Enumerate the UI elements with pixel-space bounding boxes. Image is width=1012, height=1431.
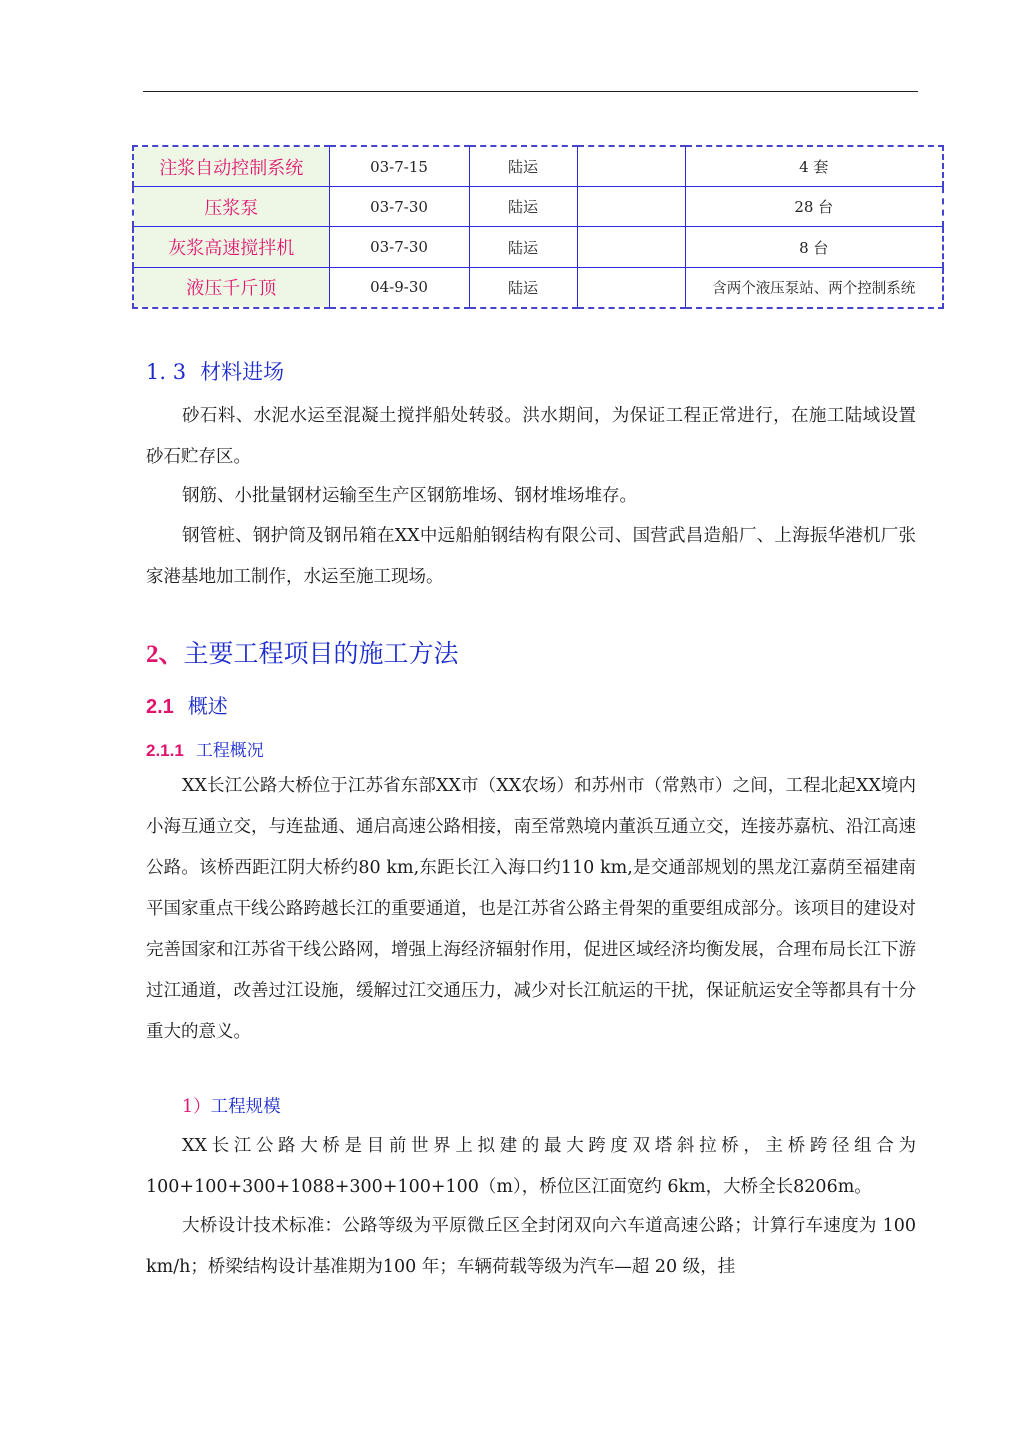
equipment-name: 液压千斤顶	[133, 267, 329, 308]
section-1-3-heading	[146, 356, 284, 386]
equipment-transport: 陆运	[469, 227, 577, 267]
equipment-name: 压浆泵	[133, 187, 329, 227]
header-rule	[143, 91, 918, 92]
section-title: 主要工程项目的施工方法	[183, 639, 459, 668]
equipment-date: 03-7-30	[329, 187, 469, 227]
equipment-date: 04-9-30	[329, 267, 469, 308]
equipment-qty: 含两个液压泵站、两个控制系统	[685, 267, 943, 308]
paragraph: 钢筋、小批量钢材运输至生产区钢筋堆场、钢材堆场堆存。	[182, 486, 637, 506]
subsection-number: 1）	[182, 1097, 211, 1117]
equipment-date: 03-7-30	[329, 227, 469, 267]
equipment-transport: 陆运	[469, 187, 577, 227]
paragraph: 砂石料、水泥水运至混凝土搅拌船处转驳。洪水期间，为保证工程正常进行，在施工陆域设置砂石贮存区。	[146, 406, 916, 467]
equipment-qty: 4 套	[685, 146, 943, 187]
equipment-transport: 陆运	[469, 146, 577, 187]
equipment-date: 03-7-15	[329, 146, 469, 187]
equipment-blank	[577, 227, 685, 267]
table-row	[133, 227, 943, 267]
section-number: 1. 3	[146, 360, 187, 384]
section-number: 2、	[146, 641, 184, 668]
table-row	[133, 267, 943, 308]
table-row	[133, 187, 943, 227]
section-title: 材料进场	[200, 360, 285, 384]
equipment-name: 注浆自动控制系统	[133, 146, 329, 187]
paragraph: XX长江公路大桥位于江苏省东部XX市（XX农场）和苏州市（常熟市）之间，工程北起XX境内小海互通立交，与连盐通、通启高速公路相接，南至常熟境内董浜互通立交，连接苏嘉杭、沿江高速公路。该桥西距江阴大桥约80 km,东距长江入海口约110 km,是交通部规划的黑龙江嘉荫至福建南平国家重点干线公路跨越长江的重要通道，也是江苏省公路主骨架的重要组成部分。该项目的建设对完善国家和江苏省干线公路网，增强上海经济辐射作用，促进区域经济均衡发展，合理布局长江下游过江通道，改善过江设施，缓解过江交通压力，减少对长江航运的干扰，保证航运安全等都具有十分重大的意义。	[146, 776, 916, 1042]
equipment-name: 灰浆高速搅拌机	[133, 227, 329, 267]
equipment-qty: 8 台	[685, 227, 943, 267]
paragraph: XX长江公路大桥是目前世界上拟建的最大跨度双塔斜拉桥，主桥跨径组合为100+100+300+1088+300+100+100（m），桥位区江面宽约 6km，大桥全长8206m。	[146, 1136, 916, 1197]
equipment-qty: 28 台	[685, 187, 943, 227]
section-2-1-heading	[146, 690, 228, 719]
table-row	[133, 146, 943, 187]
equipment-blank	[577, 267, 685, 308]
section-title: 概述	[187, 694, 228, 718]
section-title: 工程概况	[195, 741, 264, 761]
section-number: 2.1	[146, 696, 174, 718]
section-number: 2.1.1	[146, 741, 184, 760]
equipment-transport: 陆运	[469, 267, 577, 308]
paragraph: 大桥设计技术标准：公路等级为平原微丘区全封闭双向六车道高速公路；计算行车速度为 100 km/h；桥梁结构设计基准期为100 年；车辆荷载等级为汽车—超 20 级，挂	[146, 1216, 916, 1277]
section-2-heading	[146, 634, 459, 670]
subsection-title: 工程规模	[210, 1097, 281, 1117]
equipment-blank	[577, 187, 685, 227]
section-2-1-1-heading	[146, 736, 264, 761]
paragraph: 钢管桩、钢护筒及钢吊箱在XX中远船舶钢结构有限公司、国营武昌造船厂、上海振华港机厂张家港基地加工制作，水运至施工现场。	[146, 526, 916, 587]
equipment-table	[132, 145, 944, 309]
equipment-blank	[577, 146, 685, 187]
subsection-heading	[182, 1093, 281, 1118]
